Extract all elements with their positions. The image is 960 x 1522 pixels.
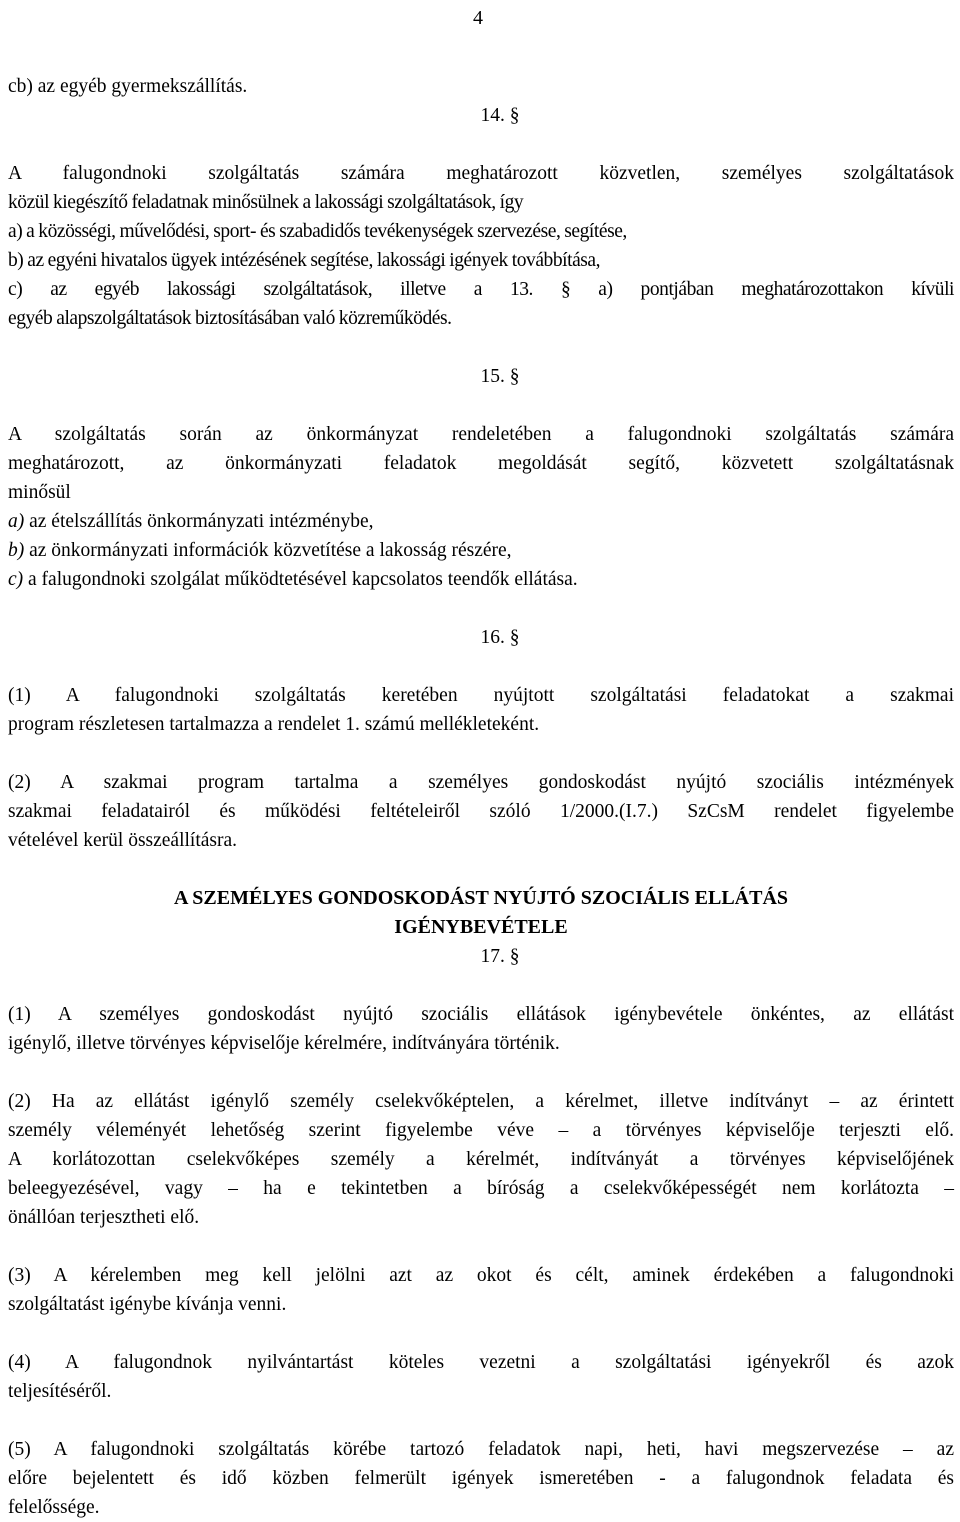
paragraph-line: önállóan terjesztheti elő. [8, 1207, 200, 1228]
section-17-number [8, 942, 954, 971]
paragraph-line: közül kiegészítő feladatnak minősülnek a lakossági szolgáltatások, így [8, 192, 524, 213]
paragraph-line: program részletesen tartalmazza a rendelet 1. számú mellékleteként. [8, 714, 540, 735]
list-item-text: a falugondnoki szolgálat működtetésével kapcsolatos teendők ellátása. [23, 569, 578, 590]
paragraph-line: (1) A személyes gondoskodást nyújtó szociális ellátások igénybevétele önkéntes, az ellátást [8, 1004, 954, 1025]
section-17-paragraph-2 [8, 1087, 954, 1232]
paragraph-line: felelőssége. [8, 1497, 100, 1518]
paragraph-line: (3) A kérelemben meg kell jelölni azt az okot és célt, aminek érdekében a falugondnoki [8, 1265, 954, 1286]
paragraph-line: A falugondnoki szolgáltatás számára meghatározott közvetlen, személyes szolgáltatások [8, 163, 954, 184]
list-item [8, 507, 954, 536]
list-item-label: c) [8, 569, 24, 590]
paragraph-line: a) a közösségi, művelődési, sport- és szabadidős tevékenységek szervezése, segítése, [8, 221, 627, 242]
paragraph-line: minősül [8, 482, 71, 503]
chapter-heading-line-2: IGÉNYBEVÉTELE [394, 916, 568, 938]
section-16-paragraph-1 [8, 681, 954, 739]
paragraph-line: szakmai feladatairól és működési feltételeiről szóló 1/2000.(I.7.) SzCsM rendelet figyelembe [8, 801, 954, 822]
section-16-number [8, 623, 954, 652]
paragraph-line: meghatározott, az önkormányzati feladatok megoldását segítő, közvetett szolgáltatásnak [8, 453, 954, 474]
paragraph-line: A korlátozottan cselekvőképes személy a kérelmét, indítványát a törvényes képviselőjének [8, 1149, 954, 1170]
section-15-paragraph [8, 420, 954, 594]
paragraph-line: személy véleményét lehetőség szerint figyelembe véve – a törvényes képviselője terjeszti elő. [8, 1120, 954, 1141]
list-item [8, 565, 954, 594]
paragraph-line: c) az egyéb lakossági szolgáltatások, illetve a 13. § a) pontjában meghatározottakon kívüli [8, 279, 954, 300]
list-item [8, 536, 954, 565]
section-14-paragraph [8, 159, 954, 333]
paragraph-line: beleegyezésével, vagy – ha e tekintetben a bíróság a cselekvőképességét nem korlátozta – [8, 1178, 954, 1199]
list-item-text: az ételszállítás önkormányzati intézménybe, [24, 511, 374, 532]
section-16-paragraph-2 [8, 768, 954, 855]
list-item-text: az önkormányzati információk közvetítése a lakosság részére, [24, 540, 512, 561]
paragraph-line: (2) Ha az ellátást igénylő személy cselekvőképtelen, a kérelmet, illetve indítványt – az érintett [8, 1091, 954, 1112]
chapter-heading [8, 884, 954, 942]
section-16-label: 16. § [480, 627, 520, 648]
paragraph-line: vételével kerül összeállításra. [8, 830, 238, 851]
paragraph-line: teljesítéséről. [8, 1381, 112, 1402]
paragraph-line: (5) A falugondnoki szolgáltatás körébe tartozó feladatok napi, heti, havi megszervezése – az [8, 1439, 954, 1460]
document-body [8, 72, 954, 1522]
page-number: 4 [473, 7, 483, 29]
intro-line: cb) az egyéb gyermekszállítás. [8, 76, 248, 97]
paragraph-line: szolgáltatást igénybe kívánja venni. [8, 1294, 287, 1315]
chapter-heading-line-1: A SZEMÉLYES GONDOSKODÁST NYÚJTÓ SZOCIÁLIS ELLÁTÁS [173, 887, 789, 909]
paragraph-line: igénylő, illetve törvényes képviselője kérelmére, indítványára történik. [8, 1033, 560, 1054]
paragraph-line: előre bejelentett és idő közben felmerült igények ismeretében - a falugondnok feladata és [8, 1468, 954, 1489]
paragraph-line: b) az egyéni hivatalos ügyek intézésének segítése, lakossági igények továbbítása, [8, 250, 601, 271]
section-15-label: 15. § [480, 366, 520, 387]
list-item-label: a) [8, 511, 25, 532]
section-17-label: 17. § [480, 946, 520, 967]
section-17-paragraph-4 [8, 1348, 954, 1406]
section-14-label: 14. § [480, 105, 520, 126]
section-17-paragraph-5 [8, 1435, 954, 1522]
paragraph-line: (1) A falugondnoki szolgáltatás keretében nyújtott szolgáltatási feladatokat a szakmai [8, 685, 954, 706]
paragraph-line: (2) A szakmai program tartalma a személyes gondoskodást nyújtó szociális intézmények [8, 772, 954, 793]
section-17-paragraph-3 [8, 1261, 954, 1319]
section-15-number [8, 362, 954, 391]
section-17-paragraph-1 [8, 1000, 954, 1058]
paragraph-line: A szolgáltatás során az önkormányzat rendeletében a falugondnoki szolgáltatás számára [8, 424, 954, 445]
paragraph-line: (4) A falugondnok nyilvántartást köteles vezetni a szolgáltatási igényekről és azok [8, 1352, 954, 1373]
paragraph-line: egyéb alapszolgáltatások biztosításában való közreműködés. [8, 308, 452, 329]
section-14-number [8, 101, 954, 130]
list-item-label: b) [8, 540, 25, 561]
